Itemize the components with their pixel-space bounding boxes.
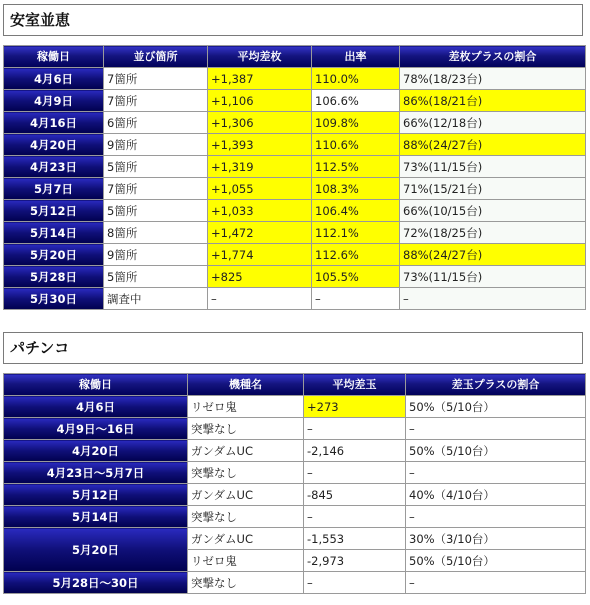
row-machine: 突撃なし xyxy=(188,418,304,440)
row-count: 調査中 xyxy=(104,288,208,310)
row-avg: -2,146 xyxy=(304,440,406,462)
row-machine: 突撃なし xyxy=(188,462,304,484)
row-ratio: – xyxy=(406,462,586,484)
row-avg: +1,033 xyxy=(208,200,312,222)
row-rate: 110.6% xyxy=(312,134,400,156)
row-date: 5月20日 xyxy=(4,528,188,572)
row-date: 5月28日〜30日 xyxy=(4,572,188,594)
row-avg: – xyxy=(304,418,406,440)
row-ratio: 30%（3/10台） xyxy=(406,528,586,550)
row-machine: 突撃なし xyxy=(188,506,304,528)
row-machine: リゼロ鬼 xyxy=(188,396,304,418)
col-header-count: 並び箇所 xyxy=(104,46,208,68)
slot-results-table xyxy=(3,45,586,310)
section-title-pachinko: パチンコ xyxy=(3,332,583,364)
row-ratio: 71%(15/21台) xyxy=(400,178,586,200)
row-rate: 112.6% xyxy=(312,244,400,266)
row-date: 4月20日 xyxy=(4,134,104,156)
row-ratio: 66%(12/18台) xyxy=(400,112,586,134)
col-header-date: 稼働日 xyxy=(4,374,188,396)
row-avg: -1,553 xyxy=(304,528,406,550)
row-avg: +1,387 xyxy=(208,68,312,90)
row-avg: -845 xyxy=(304,484,406,506)
row-count: 5箇所 xyxy=(104,200,208,222)
row-date: 5月12日 xyxy=(4,200,104,222)
row-count: 6箇所 xyxy=(104,112,208,134)
table-row xyxy=(4,528,586,550)
table-row xyxy=(4,68,586,90)
table-row xyxy=(4,244,586,266)
row-count: 5箇所 xyxy=(104,156,208,178)
row-avg: – xyxy=(208,288,312,310)
row-rate: 109.8% xyxy=(312,112,400,134)
row-rate: 106.4% xyxy=(312,200,400,222)
row-date: 5月14日 xyxy=(4,222,104,244)
row-date: 4月16日 xyxy=(4,112,104,134)
row-ratio: 86%(18/21台) xyxy=(400,90,586,112)
table-row xyxy=(4,112,586,134)
table-row xyxy=(4,200,586,222)
row-ratio: 72%(18/25台) xyxy=(400,222,586,244)
table-row xyxy=(4,440,586,462)
row-machine: 突撃なし xyxy=(188,572,304,594)
row-rate: 112.5% xyxy=(312,156,400,178)
row-avg: +1,472 xyxy=(208,222,312,244)
row-machine: リゼロ鬼 xyxy=(188,550,304,572)
col-header-ratio: 差枚プラスの割合 xyxy=(400,46,586,68)
table-row xyxy=(4,506,586,528)
row-count: 7箇所 xyxy=(104,68,208,90)
row-count: 7箇所 xyxy=(104,178,208,200)
row-ratio: 50%（5/10台） xyxy=(406,440,586,462)
row-date: 4月6日 xyxy=(4,68,104,90)
row-avg: +825 xyxy=(208,266,312,288)
row-date: 4月6日 xyxy=(4,396,188,418)
row-ratio: – xyxy=(406,506,586,528)
row-ratio: 78%(18/23台) xyxy=(400,68,586,90)
table-row xyxy=(4,222,586,244)
row-count: 8箇所 xyxy=(104,222,208,244)
row-rate: 106.6% xyxy=(312,90,400,112)
row-ratio: 66%(10/15台) xyxy=(400,200,586,222)
row-date: 4月20日 xyxy=(4,440,188,462)
row-ratio: 50%（5/10台） xyxy=(406,396,586,418)
row-rate: 112.1% xyxy=(312,222,400,244)
row-date: 4月9日 xyxy=(4,90,104,112)
table-row xyxy=(4,484,586,506)
row-machine: ガンダムUC xyxy=(188,528,304,550)
row-avg: +1,774 xyxy=(208,244,312,266)
table-row xyxy=(4,288,586,310)
row-date: 4月23日 xyxy=(4,156,104,178)
row-date: 5月30日 xyxy=(4,288,104,310)
row-count: 9箇所 xyxy=(104,134,208,156)
col-header-date: 稼働日 xyxy=(4,46,104,68)
table-row xyxy=(4,572,586,594)
row-ratio: 40%（4/10台） xyxy=(406,484,586,506)
row-avg: +1,393 xyxy=(208,134,312,156)
row-date: 4月9日〜16日 xyxy=(4,418,188,440)
col-header-machine: 機種名 xyxy=(188,374,304,396)
row-avg: +1,319 xyxy=(208,156,312,178)
row-avg: +273 xyxy=(304,396,406,418)
row-rate: – xyxy=(312,288,400,310)
table-row xyxy=(4,90,586,112)
row-rate: 110.0% xyxy=(312,68,400,90)
row-ratio: – xyxy=(400,288,586,310)
row-date: 5月7日 xyxy=(4,178,104,200)
row-avg: +1,306 xyxy=(208,112,312,134)
row-ratio: 88%(24/27台) xyxy=(400,134,586,156)
row-date: 4月23日〜5月7日 xyxy=(4,462,188,484)
table-row xyxy=(4,396,586,418)
row-ratio: 73%(11/15台) xyxy=(400,266,586,288)
row-rate: 105.5% xyxy=(312,266,400,288)
row-count: 7箇所 xyxy=(104,90,208,112)
row-date: 5月20日 xyxy=(4,244,104,266)
table-row xyxy=(4,266,586,288)
row-avg: – xyxy=(304,572,406,594)
row-date: 5月14日 xyxy=(4,506,188,528)
col-header-avg: 平均差枚 xyxy=(208,46,312,68)
row-machine: ガンダムUC xyxy=(188,440,304,462)
table-row xyxy=(4,156,586,178)
row-avg: – xyxy=(304,462,406,484)
row-ratio: – xyxy=(406,572,586,594)
row-avg: +1,106 xyxy=(208,90,312,112)
section-title-slot: 安室並恵 xyxy=(3,4,583,36)
row-ratio: 50%（5/10台） xyxy=(406,550,586,572)
row-ratio: – xyxy=(406,418,586,440)
table-row xyxy=(4,134,586,156)
row-date: 5月28日 xyxy=(4,266,104,288)
row-ratio: 73%(11/15台) xyxy=(400,156,586,178)
row-avg: -2,973 xyxy=(304,550,406,572)
pachinko-results-table xyxy=(3,373,586,594)
table-row xyxy=(4,178,586,200)
table-row xyxy=(4,462,586,484)
row-machine: ガンダムUC xyxy=(188,484,304,506)
col-header-ratio: 差玉プラスの割合 xyxy=(406,374,586,396)
row-avg: – xyxy=(304,506,406,528)
table-row xyxy=(4,418,586,440)
table-header-row xyxy=(4,374,586,396)
row-count: 5箇所 xyxy=(104,266,208,288)
col-header-rate: 出率 xyxy=(312,46,400,68)
row-rate: 108.3% xyxy=(312,178,400,200)
row-ratio: 88%(24/27台) xyxy=(400,244,586,266)
table-header-row xyxy=(4,46,586,68)
row-count: 9箇所 xyxy=(104,244,208,266)
row-date: 5月12日 xyxy=(4,484,188,506)
col-header-avg: 平均差玉 xyxy=(304,374,406,396)
row-avg: +1,055 xyxy=(208,178,312,200)
